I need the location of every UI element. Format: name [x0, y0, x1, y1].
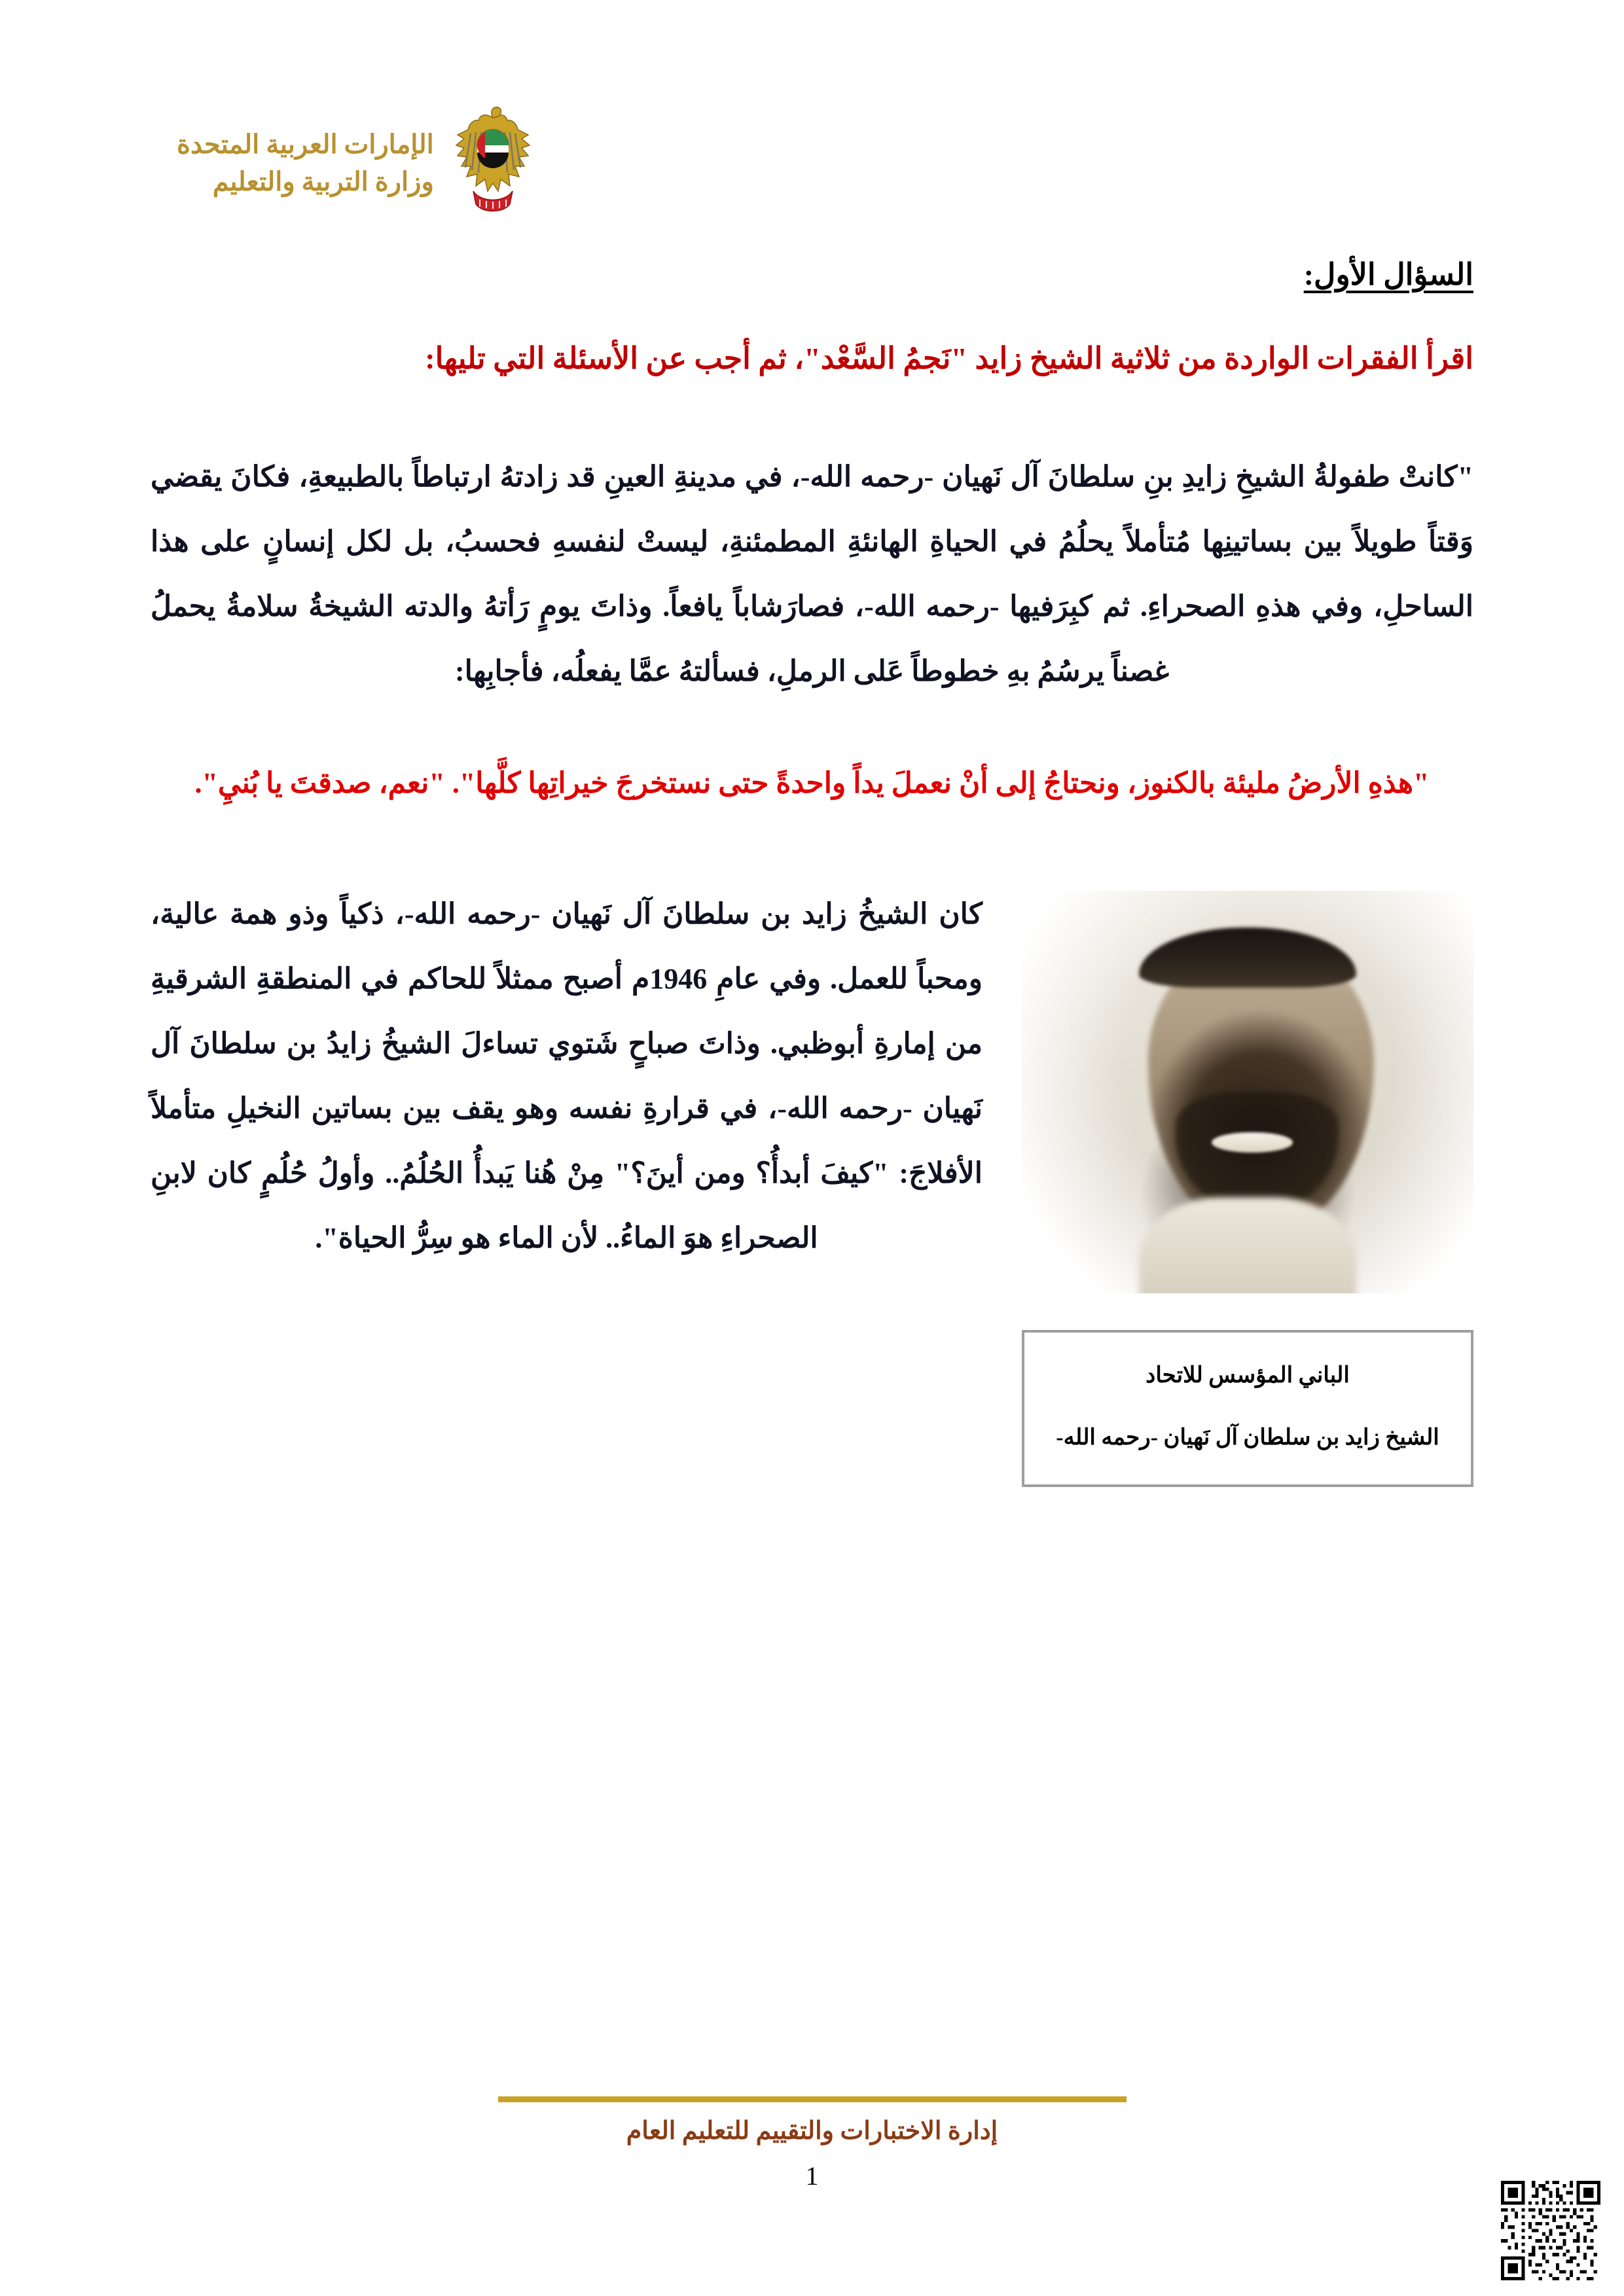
photo-and-paragraph-block: [151, 882, 1473, 1536]
passage-paragraph-1: "كانتْ طفولةُ الشيخِ زايدِ بنِ سلطانَ آل نَهيان -رحمه الله-، في مدينةِ العينِ قد زادتهُ ارتباطاً بالطبيعةِ، فكانَ يقضي وَقتاً طويلاً بين بساتينِها مُتأملاً يحلُمُ في الحياةِ الهانئةِ المطمئنةِ، ليستْ لنفسهِ فحسبُ، بل لكل إنسانٍ على هذا الساحلِ، وفي هذهِ الصحراءِ. ثم كبِرَفيها -رحمه الله-، فصارَشاباً يافعاً. وذاتَ يومٍ رَأتهُ والدته الشيخةُ سلامةُ يحملُ غصناً يرسُمُ بهِ خطوطاً عَلى الرملِ، فسألتهُ عمَّا يفعلُه، فأجابِها:: [151, 461, 1473, 688]
uae-falcon-emblem-icon: [451, 105, 535, 223]
photo-column: [1022, 891, 1473, 1486]
question-title: السؤال الأول:: [1303, 258, 1473, 291]
photo-caption-line2: الشيخ زايد بن سلطان آل نَهيان -رحمه الله-: [1056, 1426, 1439, 1450]
shoulders-shape: [1139, 1197, 1356, 1294]
document-content: [151, 255, 1473, 1536]
page-number: 1: [805, 2161, 819, 2191]
passage-quote-red: "هذهِ الأرضُ مليئة بالكنوز، ونحتاجُ إلى أنْ نعملَ يداً واحدةً حتى نستخرجَ خيراتِها كلَّها". "نعم، صدقتَ يا بُنيِ".: [194, 767, 1430, 800]
smile-shape: [1212, 1132, 1293, 1153]
question-instruction: اقرأ الفقرات الواردة من ثلاثية الشيخ زايد "نَجمُ السَّعْد"، ثم أجب عن الأسئلة التي تليها:: [425, 341, 1473, 375]
ministry-name-line1: الإمارات العربية المتحدة: [177, 130, 434, 160]
footer-divider: [498, 2096, 1127, 2102]
sheikh-zayed-portrait: [1022, 891, 1473, 1293]
document-header: [0, 105, 1624, 249]
agal-band-shape: [1139, 927, 1356, 988]
qr-code-icon: [1501, 2181, 1600, 2280]
ministry-name: [177, 126, 434, 201]
ministry-logo-block: [177, 105, 535, 223]
document-footer: [0, 2096, 1624, 2191]
photo-caption-line1: الباني المؤسس للاتحاد: [1146, 1363, 1350, 1388]
footer-department-text: إدارة الاختبارات والتقييم للتعليم العام: [626, 2117, 998, 2145]
photo-caption-box: [1022, 1330, 1473, 1486]
ministry-name-line2: وزارة التربية والتعليم: [212, 167, 434, 196]
portrait-photo-image: [1022, 891, 1473, 1293]
passage-paragraph-2: كان الشيخُ زايد بن سلطانَ آل نَهيان -رحمه الله-، ذكياً وذو همة عالية، ومحباً للعمل. وفي عامِ 1946م أصبح ممثلاً للحاكم في المنطقةِ الشرقيةِ من إمارةِ أبوظبي. وذاتَ صباحٍ شَتوي تساءلَ الشيخُ زايدُ بن سلطانَ آل نَهيان -رحمه الله-، في قرارةِ نفسه وهو يقف بين بساتين النخيلِ متأملاً الأفلاجَ: "كيفَ أبدأُ؟ ومن أينَ؟" مِنْ هُنا يَبدأُ الحُلُمُ.. وأولُ حُلُمٍ كان لابنِ الصحراءِ هوَ الماءُ.. لأن الماء هو سِرُّ الحياة".: [151, 898, 983, 1255]
